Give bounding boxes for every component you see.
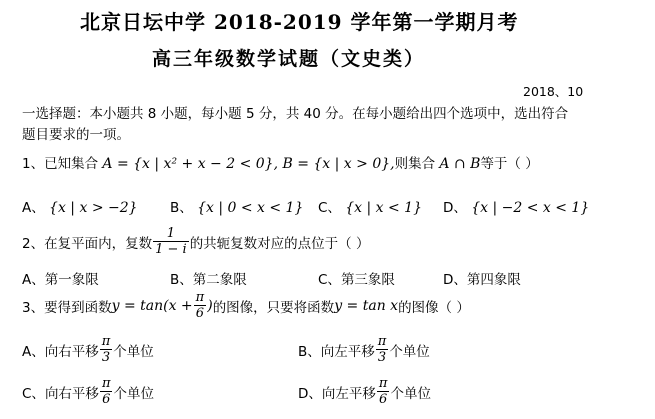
fraction-numerator: π xyxy=(195,290,205,305)
option-unit: 个单位 xyxy=(389,343,430,360)
option-text: {x | 0 < x < 1} xyxy=(197,200,304,216)
q1-option-d[interactable] xyxy=(443,196,589,216)
option-label: B、 xyxy=(298,343,321,360)
q3-option-a[interactable] xyxy=(22,334,154,365)
option-text: 第四象限 xyxy=(466,272,521,288)
fraction-numerator: π xyxy=(101,376,111,391)
fraction-denominator: 3 xyxy=(377,350,387,365)
fraction-denominator: 6 xyxy=(102,392,111,407)
question-mid: 则集合 xyxy=(394,156,436,172)
option-label: B、 xyxy=(170,272,193,288)
option-text: 向左平移 xyxy=(320,343,375,360)
option-label: D、 xyxy=(443,200,467,216)
option-label: C、 xyxy=(318,272,341,288)
option-text: {x | −2 < x < 1} xyxy=(471,200,590,216)
option-unit: 个单位 xyxy=(113,385,154,402)
question-1 xyxy=(22,152,539,172)
q2-option-b[interactable] xyxy=(170,268,247,288)
option-text: 第三象限 xyxy=(340,272,395,288)
option-text: 第二象限 xyxy=(192,272,247,288)
set-expression: A ∩ B xyxy=(439,156,481,172)
fraction-numerator: π xyxy=(378,376,388,391)
question-tail: 等于（ ） xyxy=(480,156,539,172)
question-number: 2、 xyxy=(22,235,45,252)
q2-option-d[interactable] xyxy=(443,268,521,288)
question-number: 1、 xyxy=(22,156,45,172)
option-text: 向右平移 xyxy=(44,343,99,360)
question-mid: 的图像，只要将函数 xyxy=(212,299,335,316)
option-label: A、 xyxy=(22,200,45,216)
base-function: y = tan x xyxy=(334,297,399,314)
option-label: A、 xyxy=(22,272,45,288)
shift-fraction xyxy=(100,334,113,365)
fraction-numerator: 1 xyxy=(166,226,176,241)
question-lead: 已知集合 xyxy=(44,156,99,172)
exam-title: 北京日坛中学 2018-2019 学年第一学期月考 xyxy=(80,10,519,34)
question-number: 3、 xyxy=(22,299,45,316)
fraction-denominator: 6 xyxy=(195,306,205,321)
fraction-denominator: 6 xyxy=(379,392,388,407)
q1-option-b[interactable] xyxy=(170,196,303,216)
fraction-numerator: π xyxy=(101,334,111,349)
option-label: D、 xyxy=(443,272,467,288)
question-tail: 的图像（ ） xyxy=(398,299,470,316)
exam-subtitle: 高三年级数学试题（文史类） xyxy=(152,48,426,70)
question-3 xyxy=(22,290,470,321)
option-label: B、 xyxy=(170,200,193,216)
q3-option-b[interactable] xyxy=(298,334,430,365)
fraction-numerator: π xyxy=(377,334,387,349)
option-label: A、 xyxy=(22,343,45,360)
question-lead: 在复平面内，复数 xyxy=(44,235,153,252)
option-unit: 个单位 xyxy=(113,343,154,360)
question-2 xyxy=(22,226,369,257)
set-definition: A = {x | x² + x − 2 < 0}, B = {x | x > 0}, xyxy=(102,156,395,172)
shift-fraction xyxy=(376,334,389,365)
option-text: 向右平移 xyxy=(44,385,99,402)
function-expression-prefix: y = tan(x + xyxy=(111,297,193,314)
shift-fraction xyxy=(377,376,390,407)
q3-option-c[interactable] xyxy=(22,376,154,407)
function-expression-suffix: ) xyxy=(207,297,213,314)
q1-option-c[interactable] xyxy=(318,196,422,216)
question-lead: 要得到函数 xyxy=(44,299,112,316)
q2-option-a[interactable] xyxy=(22,268,99,288)
q3-option-d[interactable] xyxy=(298,376,431,407)
q1-option-a[interactable] xyxy=(22,196,138,216)
q2-option-c[interactable] xyxy=(318,268,395,288)
option-label: D、 xyxy=(298,385,322,402)
section-instructions-line2: 题目要求的一项。 xyxy=(22,127,130,143)
phase-fraction xyxy=(194,290,207,321)
exam-date: 2018、10 xyxy=(523,84,584,99)
fraction-denominator: 1 − i xyxy=(155,242,187,257)
option-label: C、 xyxy=(22,385,45,402)
option-text: {x | x > −2} xyxy=(49,200,138,216)
section-instructions-line1: 一选择题：本小题共 8 小题，每小题 5 分，共 40 分。在每小题给出四个选项中，选出符合 xyxy=(22,106,569,122)
question-tail: 的共轭复数对应的点位于（ ） xyxy=(189,235,370,252)
option-unit: 个单位 xyxy=(390,385,431,402)
complex-fraction xyxy=(153,226,189,257)
shift-fraction xyxy=(100,376,113,407)
fraction-denominator: 3 xyxy=(101,350,111,365)
option-text: 第一象限 xyxy=(44,272,99,288)
option-text: {x | x < 1} xyxy=(345,200,422,216)
option-label: C、 xyxy=(318,200,341,216)
option-text: 向左平移 xyxy=(321,385,376,402)
